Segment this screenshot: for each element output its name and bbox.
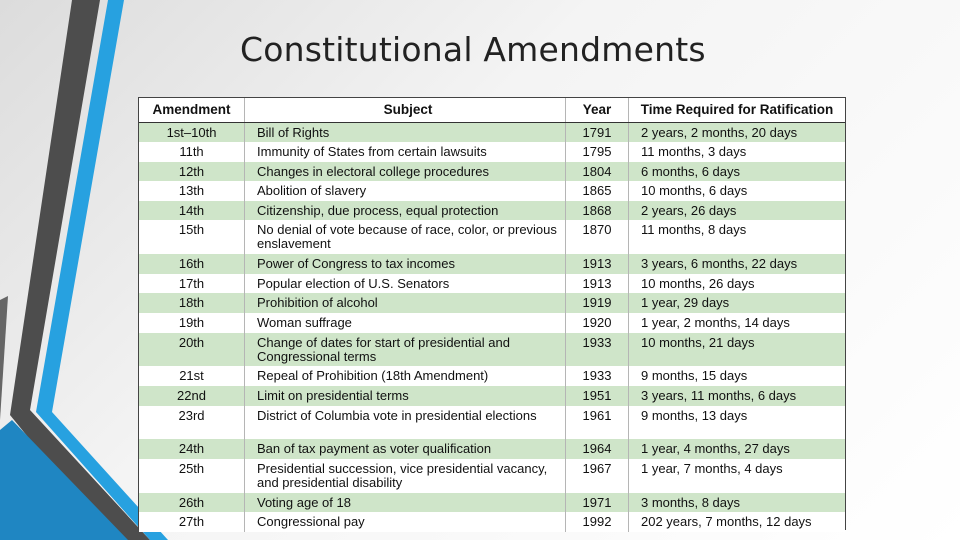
table-body (139, 123, 845, 533)
year-cell: 1795 (566, 142, 629, 162)
subject-cell: Ban of tax payment as voter qualification (245, 439, 566, 459)
year-cell: 1961 (566, 406, 629, 440)
ratification-time-cell: 9 months, 13 days (629, 406, 846, 440)
ratification-time-cell: 11 months, 3 days (629, 142, 846, 162)
ratification-time-cell: 10 months, 21 days (629, 333, 846, 367)
amendment-cell: 18th (139, 293, 245, 313)
table-row (139, 274, 845, 294)
ratification-time-cell: 2 years, 26 days (629, 201, 846, 221)
subject-cell: Citizenship, due process, equal protection (245, 201, 566, 221)
subject-cell: Popular election of U.S. Senators (245, 274, 566, 294)
amendment-cell: 23rd (139, 406, 245, 440)
subject-cell: Bill of Rights (245, 123, 566, 143)
subject-cell: Congressional pay (245, 512, 566, 532)
table-row (139, 512, 845, 532)
amendment-cell: 20th (139, 333, 245, 367)
ratification-time-cell: 11 months, 8 days (629, 220, 846, 254)
subject-cell: No denial of vote because of race, color, or previous enslavement (245, 220, 566, 254)
amendment-cell: 25th (139, 459, 245, 493)
year-cell: 1920 (566, 313, 629, 333)
ratification-time-cell: 10 months, 6 days (629, 181, 846, 201)
ratification-time-cell: 6 months, 6 days (629, 162, 846, 182)
subject-cell: Power of Congress to tax incomes (245, 254, 566, 274)
page-title: Constitutional Amendments (240, 30, 706, 69)
year-cell: 1971 (566, 493, 629, 513)
subject-cell: District of Columbia vote in presidential elections (245, 406, 566, 440)
year-cell: 1964 (566, 439, 629, 459)
table-row (139, 142, 845, 162)
amendment-cell: 21st (139, 366, 245, 386)
year-cell: 1992 (566, 512, 629, 532)
table-row (139, 162, 845, 182)
amendment-cell: 22nd (139, 386, 245, 406)
subject-cell: Abolition of slavery (245, 181, 566, 201)
table-row (139, 366, 845, 386)
ratification-time-cell: 10 months, 26 days (629, 274, 846, 294)
header-year: Year (566, 98, 629, 123)
subject-cell: Immunity of States from certain lawsuits (245, 142, 566, 162)
amendment-cell: 16th (139, 254, 245, 274)
amendment-cell: 26th (139, 493, 245, 513)
amendments-table (139, 98, 845, 532)
header-subject: Subject (245, 98, 566, 123)
amendment-cell: 13th (139, 181, 245, 201)
ratification-time-cell: 3 years, 11 months, 6 days (629, 386, 846, 406)
table-row (139, 406, 845, 440)
table-row (139, 333, 845, 367)
table-row (139, 220, 845, 254)
table-row (139, 439, 845, 459)
ratification-time-cell: 2 years, 2 months, 20 days (629, 123, 846, 143)
year-cell: 1870 (566, 220, 629, 254)
table-row (139, 386, 845, 406)
table-header-row (139, 98, 845, 123)
ratification-time-cell: 1 year, 4 months, 27 days (629, 439, 846, 459)
subject-cell: Presidential succession, vice presidential vacancy, and presidential disability (245, 459, 566, 493)
table-row (139, 459, 845, 493)
gray-corner-shape (0, 296, 8, 420)
amendment-cell: 11th (139, 142, 245, 162)
year-cell: 1868 (566, 201, 629, 221)
table-row (139, 293, 845, 313)
year-cell: 1865 (566, 181, 629, 201)
year-cell: 1933 (566, 366, 629, 386)
table-row (139, 313, 845, 333)
ratification-time-cell: 9 months, 15 days (629, 366, 846, 386)
ratification-time-cell: 202 years, 7 months, 12 days (629, 512, 846, 532)
year-cell: 1791 (566, 123, 629, 143)
amendment-cell: 15th (139, 220, 245, 254)
header-time-required: Time Required for Ratification (629, 98, 846, 123)
amendment-cell: 12th (139, 162, 245, 182)
table-row (139, 123, 845, 143)
year-cell: 1919 (566, 293, 629, 313)
table-row (139, 254, 845, 274)
amendment-cell: 27th (139, 512, 245, 532)
year-cell: 1933 (566, 333, 629, 367)
ratification-time-cell: 1 year, 7 months, 4 days (629, 459, 846, 493)
year-cell: 1913 (566, 274, 629, 294)
year-cell: 1967 (566, 459, 629, 493)
amendment-cell: 19th (139, 313, 245, 333)
amendment-cell: 1st–10th (139, 123, 245, 143)
subject-cell: Change of dates for start of presidential and Congressional terms (245, 333, 566, 367)
subject-cell: Prohibition of alcohol (245, 293, 566, 313)
amendments-table-container (138, 97, 846, 530)
table-row (139, 181, 845, 201)
subject-cell: Limit on presidential terms (245, 386, 566, 406)
year-cell: 1804 (566, 162, 629, 182)
year-cell: 1951 (566, 386, 629, 406)
ratification-time-cell: 3 years, 6 months, 22 days (629, 254, 846, 274)
header-amendment: Amendment (139, 98, 245, 123)
amendment-cell: 24th (139, 439, 245, 459)
amendment-cell: 14th (139, 201, 245, 221)
subject-cell: Voting age of 18 (245, 493, 566, 513)
subject-cell: Changes in electoral college procedures (245, 162, 566, 182)
table-row (139, 201, 845, 221)
ratification-time-cell: 3 months, 8 days (629, 493, 846, 513)
ratification-time-cell: 1 year, 29 days (629, 293, 846, 313)
subject-cell: Repeal of Prohibition (18th Amendment) (245, 366, 566, 386)
amendment-cell: 17th (139, 274, 245, 294)
table-row (139, 493, 845, 513)
year-cell: 1913 (566, 254, 629, 274)
ratification-time-cell: 1 year, 2 months, 14 days (629, 313, 846, 333)
subject-cell: Woman suffrage (245, 313, 566, 333)
